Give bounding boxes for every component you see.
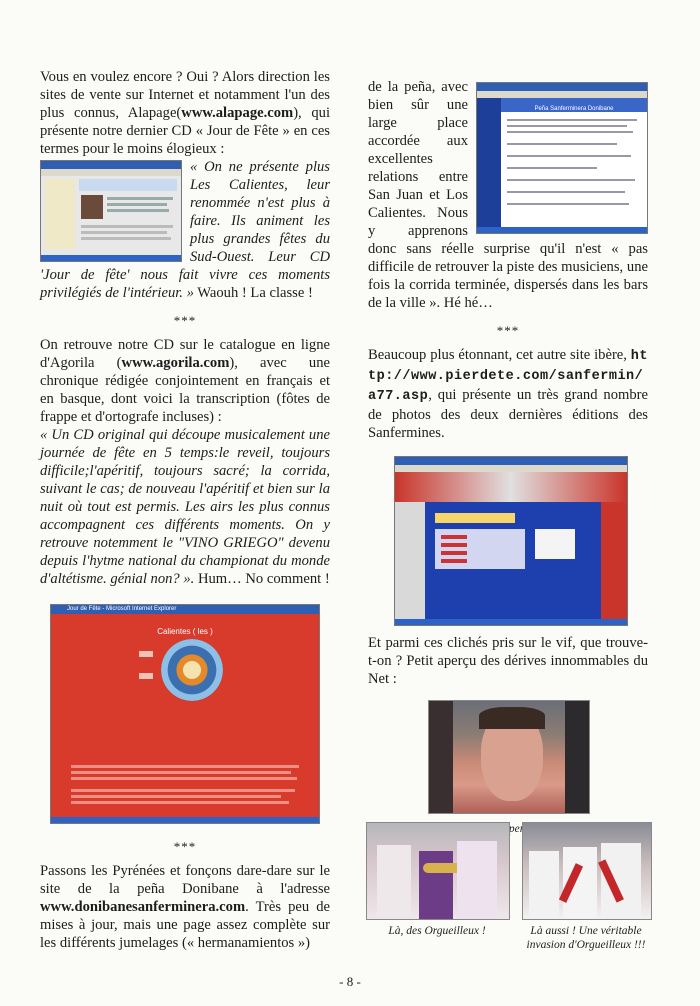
donibane-site-title: Peña Sanferminera Donibane xyxy=(534,106,614,112)
alapage-quote: « On ne présente plus Les Calientes, leur renommée n'est plus à faire. Ils animent les plus grandes fêtes du Sud-Ouest. Leur CD 'Jour de fête' nous fait vivre ces moments privilégiés de l'intérieur. » Waouh ! La classe ! xyxy=(40,159,330,301)
separator: *** xyxy=(173,839,197,854)
separator: *** xyxy=(496,323,520,338)
alapage-block xyxy=(40,158,330,302)
paragraph-agorila: On retrouve notre CD sur le catalogue en ligne d'Agorila (www.agorila.com), avec une chronique rédigée conjointement en français et en basque, dont voici la transcription (fôtes de frappe et d'ortografe incluses) : xyxy=(40,337,330,425)
paragraph-donibane: Passons les Pyrénées et fonçons dare-dare sur le site de la peña Donibane à l'adresse www.donibanesanferminera.com. Très peu de mises à jour, mais une page assez complète sur les différents jumelages (« hermanamientos ») xyxy=(40,863,330,951)
paragraph-pierdete: Beaucoup plus étonnant, cet autre site ibère, http://www.pierdete.com/sanfermin/a77.asp, qui présente un très grand nombre de photos des deux dernières éditions des Sanfermines. xyxy=(368,347,648,441)
orgueilleux-caption-1: Là, des Orgueilleux ! xyxy=(388,925,486,937)
orgueilleux-photo-1 xyxy=(366,822,510,920)
paragraph-alapage: Vous en voulez encore ? Oui ? Alors direction les sites de vente sur Internet et notamment l'un des plus connus, Alapage(www.alapage.com), qui présente notre dernier CD « Jour de Fête » en ces termes pour le moins élogieux : xyxy=(40,69,330,157)
donibane-screenshot xyxy=(476,82,648,234)
orgueilleux-caption-2: Là aussi ! Une véritable invasion d'Orgueilleux !!! xyxy=(526,925,646,951)
link-alapage[interactable]: www.alapage.com xyxy=(181,105,294,121)
link-agorila[interactable]: www.agorila.com xyxy=(121,355,230,371)
link-pierdete[interactable]: http://www.pierdete.com/sanfermin/a77.asp xyxy=(368,349,648,404)
paragraph-cliches: Et parmi ces clichés pris sur le vif, que trouve-t-on ? Petit aperçu des dérives innommables du Net : xyxy=(368,635,648,687)
separator: *** xyxy=(173,313,197,328)
calientes-screenshot xyxy=(50,604,320,824)
right-column xyxy=(368,78,648,836)
alapage-screenshot xyxy=(40,160,182,262)
page-number: - 8 - xyxy=(339,974,361,989)
calientes-cd-image xyxy=(161,639,223,701)
link-donibane[interactable]: www.donibanesanferminera.com xyxy=(40,899,246,915)
orgueilleux-photo-2 xyxy=(522,822,652,920)
calientes-window-title: Jour de Fête - Microsoft Internet Explorer xyxy=(67,606,177,612)
agorila-quote: « Un CD original qui découpe musicalement une journée de fête en 5 temps:le reveil, toujours difficile;l'apéritif, toujours sacré; la corrida, suivant le cas; de nouveau l'apéritif et bien sur la nuit où tout est permis. Les airs les plus connus accompagnent ces différents moments. On y retrouve notemment le "VINO GRIEGO" devenu depuis l'hytme national du championat du monde d'altétisme. génial non? ». Hum… No comment ! xyxy=(40,427,330,587)
stylo-photo xyxy=(428,700,590,814)
calientes-heading: Calientes ( les ) xyxy=(157,627,213,636)
paragraph-jumelages: de la peña, avec bien sûr une large place accordée aux excellentes relations entre San Juan et Los Calientes. Nous y apprenons donc sans réelle surprise qu'il n'est « pas difficile de retrouver la piste des musiciens, une fois la corrida terminée, dispersés dans les bars de la ville ». Hé hé… xyxy=(368,79,648,311)
left-column xyxy=(40,68,330,952)
pierdete-screenshot xyxy=(394,456,628,626)
